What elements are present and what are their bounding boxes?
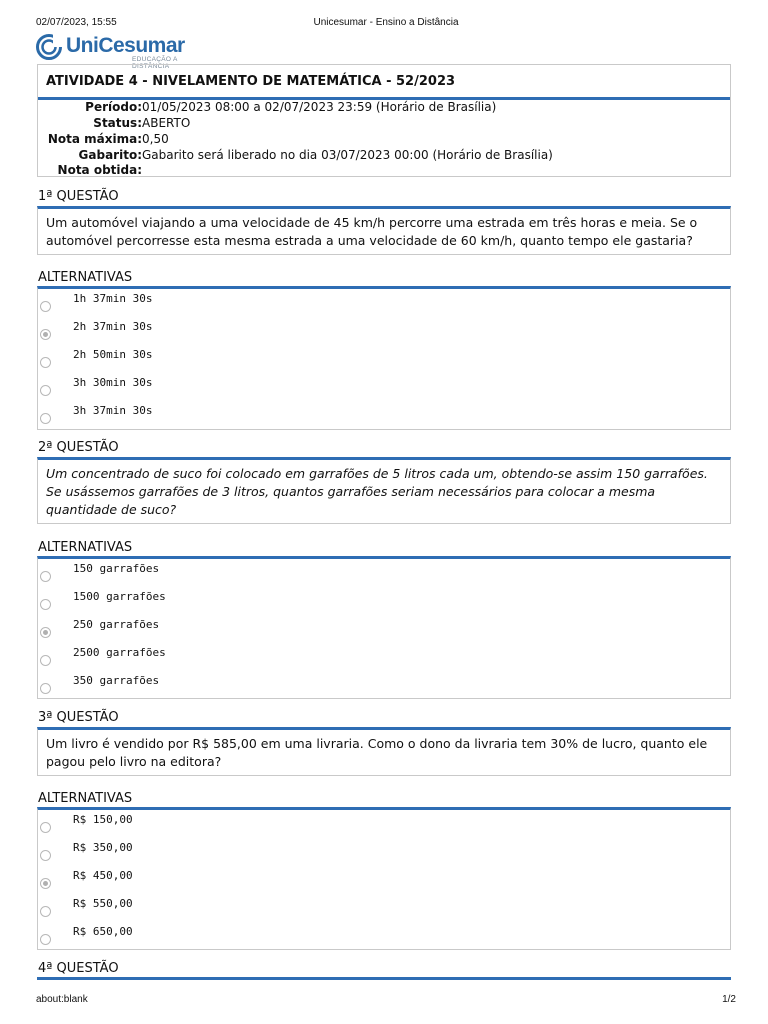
radio-button[interactable] — [40, 683, 51, 694]
alternative-option[interactable] — [38, 869, 730, 897]
question-2-alternatives — [37, 556, 731, 699]
print-page-count: 1/2 — [722, 994, 736, 1005]
print-url: about:blank — [36, 994, 88, 1005]
question-4-divider — [37, 977, 731, 980]
alternative-label: 1500 garrafões — [73, 590, 166, 603]
question-1-alternatives — [37, 286, 731, 430]
question-3-alternatives — [37, 807, 731, 950]
alternative-option[interactable] — [38, 618, 730, 646]
radio-button[interactable] — [40, 571, 51, 582]
question-2-title: 2ª QUESTÃO — [38, 440, 119, 455]
alternative-option[interactable] — [38, 348, 730, 376]
radio-button[interactable] — [40, 413, 51, 424]
alternative-option[interactable] — [38, 376, 730, 404]
logo-brand: UniCesumar — [66, 34, 185, 57]
gabarito-row — [38, 148, 553, 162]
print-header — [36, 17, 736, 31]
alternative-option[interactable] — [38, 292, 730, 320]
question-3-alternatives-label: ALTERNATIVAS — [38, 791, 133, 806]
alternative-option[interactable] — [38, 925, 730, 953]
print-datetime: 02/07/2023, 15:55 — [36, 17, 117, 28]
radio-button[interactable] — [40, 850, 51, 861]
periodo-label: Período: — [85, 100, 142, 114]
alternative-label: R$ 550,00 — [73, 897, 133, 910]
nota-obtida-row — [38, 163, 142, 177]
activity-title: ATIVIDADE 4 - NIVELAMENTO DE MATEMÁTICA - 52/2023 — [46, 74, 456, 89]
nota-maxima-label: Nota máxima: — [47, 132, 142, 146]
periodo-value: 01/05/2023 08:00 a 02/07/2023 23:59 (Horário de Brasília) — [142, 100, 497, 114]
alternative-option[interactable] — [38, 404, 730, 432]
radio-button[interactable] — [40, 599, 51, 610]
question-1-title: 1ª QUESTÃO — [38, 189, 119, 204]
alternative-label: R$ 150,00 — [73, 813, 133, 826]
alternative-label: 250 garrafões — [73, 618, 160, 631]
radio-button[interactable] — [40, 906, 51, 917]
alternative-label: 2h 50min 30s — [73, 348, 153, 361]
radio-button[interactable] — [40, 301, 51, 312]
alternative-option[interactable] — [38, 841, 730, 869]
alternative-label: 150 garrafões — [73, 562, 160, 575]
radio-button-selected[interactable] — [40, 878, 51, 889]
alternative-option[interactable] — [38, 562, 730, 590]
activity-header — [37, 64, 731, 177]
alternative-option[interactable] — [38, 813, 730, 841]
radio-button-selected[interactable] — [40, 329, 51, 340]
question-2-text: Um concentrado de suco foi colocado em garrafões de 5 litros cada um, obtendo-se assim 150 garrafões. Se usássemos garrafões de 3 litros, quantos garrafões seriam necessários para colocar a mesma quantidade de suco? — [37, 457, 731, 524]
status-value: ABERTO — [142, 116, 191, 130]
question-4-title: 4ª QUESTÃO — [38, 961, 119, 976]
question-1-alternatives-label: ALTERNATIVAS — [38, 270, 133, 285]
alternative-label: 2500 garrafões — [73, 646, 166, 659]
logo-icon — [36, 34, 66, 62]
alternative-label: R$ 450,00 — [73, 869, 133, 882]
radio-button[interactable] — [40, 822, 51, 833]
nota-maxima-row — [38, 132, 169, 146]
radio-button[interactable] — [40, 934, 51, 945]
alternative-option[interactable] — [38, 674, 730, 702]
alternative-option[interactable] — [38, 590, 730, 618]
nota-maxima-value: 0,50 — [142, 132, 169, 146]
status-row — [38, 116, 190, 130]
question-2-alternatives-label: ALTERNATIVAS — [38, 540, 133, 555]
periodo-row — [38, 100, 496, 114]
alternative-label: 3h 37min 30s — [73, 404, 153, 417]
radio-button[interactable] — [40, 357, 51, 368]
nota-obtida-label: Nota obtida: — [57, 163, 142, 177]
radio-button[interactable] — [40, 385, 51, 396]
alternative-option[interactable] — [38, 646, 730, 674]
alternative-label: 350 garrafões — [73, 674, 160, 687]
print-page-title: Unicesumar - Ensino a Distância — [313, 17, 459, 28]
alternative-label: 3h 30min 30s — [73, 376, 153, 389]
alternative-label: 2h 37min 30s — [73, 320, 153, 333]
alternative-label: R$ 350,00 — [73, 841, 133, 854]
alternative-option[interactable] — [38, 320, 730, 348]
question-3-title: 3ª QUESTÃO — [38, 710, 119, 725]
question-1-text: Um automóvel viajando a uma velocidade de 45 km/h percorre uma estrada em três horas e meia. Se o automóvel percorresse esta mesma estrada a uma velocidade de 60 km/h, quanto tempo ele gastaria? — [37, 206, 731, 255]
radio-button-selected[interactable] — [40, 627, 51, 638]
logo-tagline: EDUCAÇÃO A DISTÂNCIA — [132, 56, 178, 70]
alternative-label: R$ 650,00 — [73, 925, 133, 938]
status-label: Status: — [93, 116, 142, 130]
question-3-text: Um livro é vendido por R$ 585,00 em uma livraria. Como o dono da livraria tem 30% de lucro, quanto ele pagou pelo livro na editora? — [37, 727, 731, 776]
radio-button[interactable] — [40, 655, 51, 666]
alternative-label: 1h 37min 30s — [73, 292, 153, 305]
alternative-option[interactable] — [38, 897, 730, 925]
unicesumar-logo — [36, 34, 196, 70]
gabarito-value: Gabarito será liberado no dia 03/07/2023 00:00 (Horário de Brasília) — [142, 148, 553, 162]
gabarito-label: Gabarito: — [78, 148, 142, 162]
